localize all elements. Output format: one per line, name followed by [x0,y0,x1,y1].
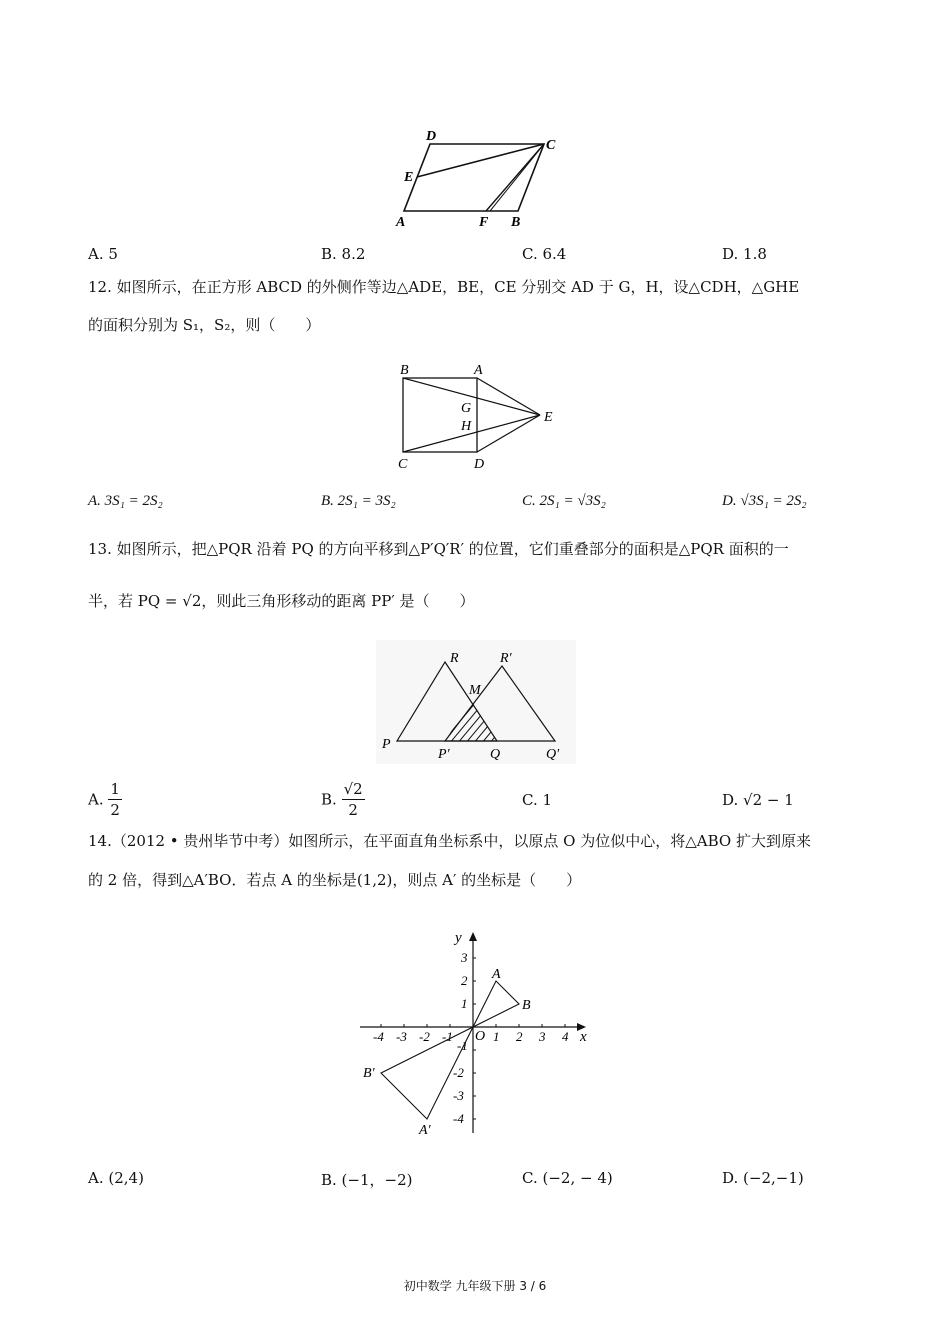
label-h12: H [461,419,472,434]
y-tick-neg3: -3 [453,1088,464,1103]
origin-label: O [475,1029,486,1044]
page-footer: 初中数学 九年级下册 3 / 6 [403,1279,547,1293]
q14-stem-line1: 14.（2012 • 贵州毕节中考）如图所示，在平面直角坐标系中，以原点 O 为位似中心，将△ABO 扩大到原来 [88,832,811,850]
parallelogram-shape [404,144,544,211]
x-tick-neg2: -2 [419,1029,430,1044]
q13-option-b-num: √2 [343,780,363,798]
x-tick-neg4: -4 [373,1029,384,1044]
segment-ec [417,144,544,177]
q14-stem-line2: 的 2 倍，得到△A′BO．若点 A 的坐标是(1,2)，则点 A′ 的坐标是（ ） [88,871,582,889]
q13-stem-line1: 13. 如图所示，把△PQR 沿着 PQ 的方向平移到△P′Q′R′ 的位置，它们重叠部分的面积是△PQR 面积的一 [88,540,789,558]
q13-stem-line2: 半，若 PQ = √2，则此三角形移动的距离 PP′ 是（ ） [88,592,475,610]
label-f: F [479,215,489,230]
label-q-prime: Q′ [546,747,560,762]
x-tick-4: 4 [562,1029,569,1044]
q12-option-a[interactable]: A. 3S₁ = 2S₂ [88,493,163,509]
label-r-prime: R′ [500,651,512,666]
y-axis-label: y [455,930,462,946]
segment-ae [477,378,540,415]
y-axis-arrow [469,932,477,941]
q14-option-b[interactable]: B. (−1，−2) [321,1171,413,1189]
x-tick-2: 2 [516,1029,523,1044]
q11-option-d[interactable]: D. 1.8 [722,245,767,263]
label-d: D [426,129,437,144]
x-tick-1: 1 [493,1029,500,1044]
label-c12: C [398,457,408,472]
label-p: P [382,737,391,752]
x-tick-neg1: -1 [442,1029,453,1044]
q12-option-c[interactable]: C. 2S₁ = √3S₂ [522,493,606,509]
segment-be [403,378,540,415]
label-a14-prime: A′ [419,1123,431,1138]
y-tick-1: 1 [461,996,468,1011]
q13-option-b[interactable] [321,779,365,820]
x-tick-neg3: -3 [396,1029,407,1044]
label-r: R [450,651,459,666]
q14-option-c[interactable]: C. (−2, − 4) [522,1169,613,1187]
y-tick-neg2: -2 [453,1065,464,1080]
q14-option-d[interactable]: D. (−2,−1) [722,1169,804,1187]
q13-option-a-num: 1 [110,780,120,798]
label-c: C [546,138,556,153]
label-e: E [404,170,414,185]
q14-option-a[interactable]: A. (2,4) [88,1169,144,1187]
q12-option-d[interactable]: D. √3S₁ = 2S₂ [722,493,807,509]
coordinate-plane-figure [355,925,600,1140]
label-p-prime: P′ [438,747,450,762]
label-m: M [469,683,481,698]
label-b14-prime: B′ [363,1066,375,1081]
label-g12: G [461,401,472,416]
label-b14: B [522,998,531,1013]
label-a: A [396,215,406,230]
q13-option-d[interactable]: D. √2 − 1 [722,791,794,809]
label-e12: E [544,410,553,425]
segment-fc-2 [490,144,544,211]
y-tick-neg4: -4 [453,1111,464,1126]
label-a14: A [492,967,501,982]
x-tick-3: 3 [539,1029,546,1044]
q13-option-b-den: 2 [348,801,358,819]
q11-option-b[interactable]: B. 8.2 [321,245,366,263]
label-b12: B [400,363,409,378]
x-axis-label: x [580,1029,587,1045]
parallelogram-figure [390,125,570,230]
label-d12: D [474,457,485,472]
q13-option-a[interactable] [88,779,122,820]
q11-option-c[interactable]: C. 6.4 [522,245,567,263]
q13-option-a-den: 2 [110,801,120,819]
label-b: B [511,215,521,230]
y-tick-3: 3 [461,950,468,965]
label-a12: A [474,363,483,378]
segment-de [477,415,540,452]
y-tick-neg1: -1 [457,1038,468,1053]
translated-triangles-figure [376,640,576,764]
label-q: Q [490,747,501,762]
q13-option-b-prefix: B. [321,790,337,809]
q12-stem-line2: 的面积分别为 S₁，S₂，则（ ） [88,316,321,334]
square-triangle-figure [390,360,570,475]
y-tick-2: 2 [461,973,468,988]
q11-option-a[interactable]: A. 5 [88,245,118,263]
q13-option-a-fraction [108,779,122,820]
segment-ce [403,415,540,452]
q13-option-c[interactable]: C. 1 [522,791,553,809]
triangle-abo [473,981,519,1027]
q12-stem-line1: 12. 如图所示，在正方形 ABCD 的外侧作等边△ADE，BE，CE 分别交 AD 于 G，H，设△CDH，△GHE [88,278,800,296]
q13-option-a-prefix: A. [88,790,104,809]
q13-option-b-fraction [342,779,365,820]
q12-option-b[interactable]: B. 2S₁ = 3S₂ [321,493,396,509]
